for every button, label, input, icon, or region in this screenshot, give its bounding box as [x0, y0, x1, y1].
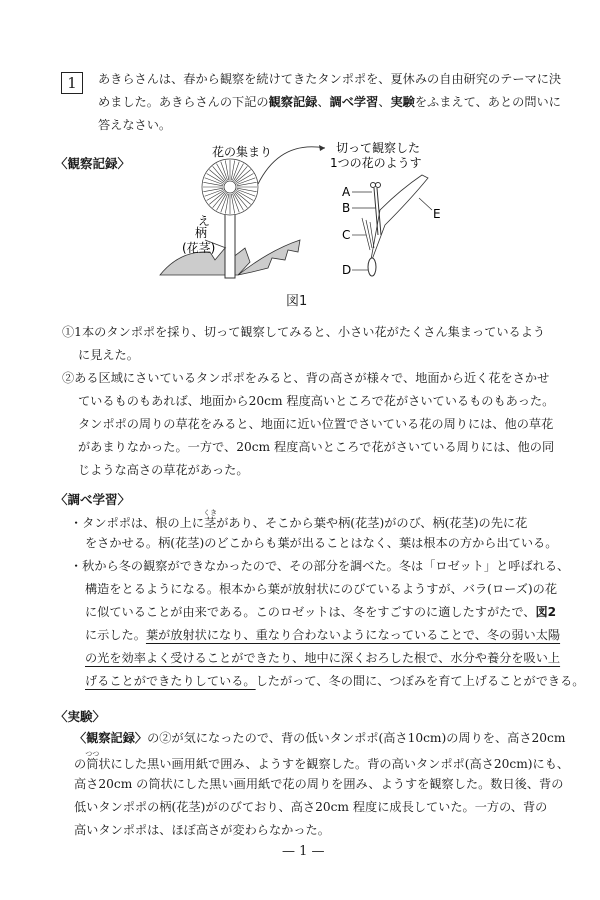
figure-caption: 図1	[286, 294, 308, 309]
text-line	[74, 796, 569, 819]
text-segment: ①1本のタンポポを採り、切って観察してみると、小さい花がたくさん集まっているよう	[62, 325, 546, 339]
cut-label-2: 1つの花のようす	[330, 156, 422, 170]
text-segment: 高さ20cm の筒状にした黒い画用紙で花の周りを囲み、ようすを観察した。数日後、背の	[74, 777, 564, 791]
part-label-e: E	[433, 207, 441, 221]
part-label-c: C	[342, 228, 351, 242]
text-line	[74, 750, 569, 773]
text-segment: があり、そこから葉や柄(花茎)がのび、柄(花茎)の先に花	[216, 516, 528, 530]
text-segment: したがって、冬の間に、つぼみを育て上げることができる。	[255, 674, 585, 688]
text-line	[74, 773, 569, 796]
experiment-text	[74, 727, 569, 842]
observation-header: 〈観察記録〉	[55, 156, 131, 171]
text-segment: に示した。	[85, 628, 146, 642]
bold-text: 〈観察記録〉	[74, 731, 148, 745]
text-line	[74, 727, 569, 750]
text-segment: があまりなかった。一方で、20cm 程度高いところで花がさいている周りには、他の同	[78, 440, 555, 454]
text-line	[70, 509, 584, 532]
question-number: 1	[61, 72, 83, 94]
text-segment: 低いタンポポの柄(花茎)がのびており、高さ20cm 程度に成長していた。一方の、背の	[74, 800, 548, 814]
text-segment: 答えなさい。	[98, 118, 172, 132]
bold-text: 調べ学習	[329, 95, 379, 109]
bold-text: 図2	[535, 605, 557, 619]
text-line	[62, 344, 554, 367]
text-line	[98, 114, 561, 137]
text-line	[70, 532, 584, 555]
stem-label: 柄	[195, 226, 208, 240]
text-segment: 高いタンポポは、ほぼ高さが変わらなかった。	[74, 823, 330, 837]
text-line	[70, 555, 584, 578]
text-segment: ・タンポポは、根の上に	[70, 516, 205, 530]
observation-text	[62, 321, 554, 482]
text-segment: ・秋から冬の観察ができなかったので、その部分を調べた。冬は「ロゼット」と呼ばれる、	[70, 559, 570, 573]
underlined-text: 葉が放射状になり、重なり合わないようになっていることで、冬の弱い太陽	[145, 628, 561, 642]
text-segment: 状にした黒い画用紙で囲み、ようすを観察した。背の高いタンポポ(高さ20cm)にも、	[98, 757, 570, 771]
text-line	[70, 647, 584, 670]
text-line	[70, 624, 584, 647]
ruby-base: 筒	[85, 757, 100, 771]
flower-stem	[225, 210, 235, 278]
text-line	[62, 436, 554, 459]
cut-label-1: 切って観察した	[336, 141, 421, 155]
text-segment: をさかせる。柄(花茎)のどこからも葉が出ることはなく、葉は根本の方から出ている。	[85, 536, 558, 550]
bold-text: 実験	[390, 95, 415, 109]
text-segment: の	[74, 757, 87, 771]
text-segment	[203, 509, 218, 530]
stem-ruby: え	[198, 214, 211, 228]
text-segment: じような高さの草花があった。	[78, 463, 249, 477]
ruby-base: 茎	[203, 516, 218, 530]
dandelion-whole-plant	[160, 144, 325, 278]
text-line	[98, 68, 561, 91]
underlined-text: の光を効率よく受けることができたり、地中に深くおろした根で、水分や養分を吸い上	[85, 651, 561, 665]
part-label-b: B	[342, 201, 351, 215]
petal-E	[370, 175, 428, 265]
ovary-D	[368, 258, 376, 276]
figure-1-dandelion	[140, 140, 460, 290]
text-segment: に見えた。	[78, 348, 139, 362]
ruby-text: つつ	[85, 750, 100, 758]
page-number: — 1 —	[282, 844, 325, 859]
text-line	[70, 670, 584, 693]
text-segment: 、	[317, 95, 330, 109]
text-line	[70, 578, 584, 601]
text-segment: をふまえて、あとの問いに	[414, 95, 561, 109]
bold-text: 観察記録	[268, 95, 318, 109]
text-segment: ②ある区域にさいているタンポポをみると、背の高さが様々で、地面から近く花をさかせ	[62, 371, 550, 385]
part-label-a: A	[342, 185, 351, 199]
ruby-text: くき	[203, 509, 218, 517]
text-segment	[85, 750, 100, 771]
part-label-d: D	[342, 263, 352, 277]
text-segment: めました。あきらさんの下記の	[98, 95, 269, 109]
flower-head	[202, 159, 258, 215]
single-flower-diagram	[330, 140, 441, 277]
text-segment: の②が気になったので、背の低いタンポポ(高さ10cm)の周りを、高さ20cm	[147, 731, 566, 745]
text-segment: あきらさんは、春から観察を続けてきたタンポポを、夏休みの自由研究のテーマに決	[98, 72, 562, 86]
text-line	[74, 819, 569, 842]
research-text	[70, 509, 584, 693]
text-segment: に似ていることが由来である。このロゼットは、冬をすごすのに適したすがたで、	[85, 605, 536, 619]
stem-label-paren: (花茎)	[182, 241, 216, 255]
experiment-header: 〈実験〉	[55, 709, 106, 724]
text-segment: タンポポの周りの草花をみると、地面に近い位置でさいている花の周りには、他の草花	[78, 417, 554, 431]
text-segment: 、	[378, 95, 391, 109]
text-line	[62, 390, 554, 413]
text-line	[62, 321, 554, 344]
cluster-label: 花の集まり	[212, 145, 273, 159]
text-segment: ているものもあれば、地面から20cm 程度高いところで花がさいているものもあった。	[78, 394, 555, 408]
text-line	[98, 91, 561, 114]
text-line	[62, 413, 554, 436]
text-segment: 構造をとるようになる。根本から葉が放射状にのびているようすが、バラ(ローズ)の花	[85, 582, 558, 596]
text-line	[62, 459, 554, 482]
intro-text	[98, 68, 561, 137]
research-header: 〈調べ学習〉	[55, 492, 131, 507]
text-line	[70, 601, 584, 624]
text-line	[62, 367, 554, 390]
underlined-text: げることができたりしている。	[85, 674, 256, 688]
